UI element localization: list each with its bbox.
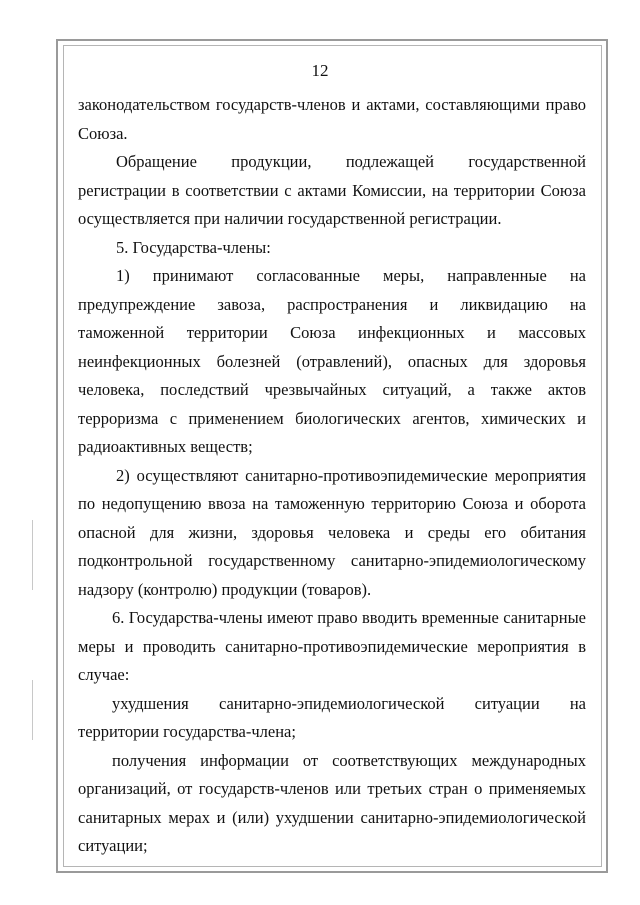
paragraph-section-5-item-1: 1) принимают согласованные меры, направленные на предупреждение завоза, распространения и ликвидацию на таможенной территории Союза инфекционных и массовых неинфекционных болезней (отравлений), опасных для здоровья человека, последствий чрезвычайных ситуаций, а также актов терроризма с применением биологических агентов, химических и радиоактивных веществ; [78, 266, 586, 456]
page-number: 12 [311, 61, 329, 80]
paragraph-section-6-case-2: получения информации от соответствующих международных организаций, от государств-членов или третьих стран о применяемых санитарных мерах и (или) ухудшении санитарно-эпидемиологической ситуации; [78, 750, 586, 855]
paragraph-registration: Обращение продукции, подлежащей государственной регистрации в соответствии с актами Комиссии, на территории Союза осуществляется при наличии государственной регистрации. [78, 152, 586, 228]
document-body [78, 91, 586, 861]
margin-mark [32, 520, 33, 590]
paragraph-section-6-case-1: ухудшения санитарно-эпидемиологической ситуации на территории государства-члена; [78, 693, 586, 741]
paragraph-section-5-item-2: 2) осуществляют санитарно-противоэпидемические мероприятия по недопущению ввоза на таможенную территорию Союза и оборота опасной для жизни, здоровья человека и среды его обитания подконтрольной государственному санитарно-эпидемиологическому надзору (контролю) продукции (товаров). [78, 465, 586, 599]
margin-mark [32, 680, 33, 740]
paragraph-continuation: законодательством государств-членов и актами, составляющими право Союза. [78, 95, 586, 143]
paragraph-section-6: 6. Государства-члены имеют право вводить временные санитарные меры и проводить санитарно-противоэпидемические мероприятия в случае: [78, 608, 586, 684]
paragraph-section-5-heading: 5. Государства-члены: [116, 237, 271, 257]
